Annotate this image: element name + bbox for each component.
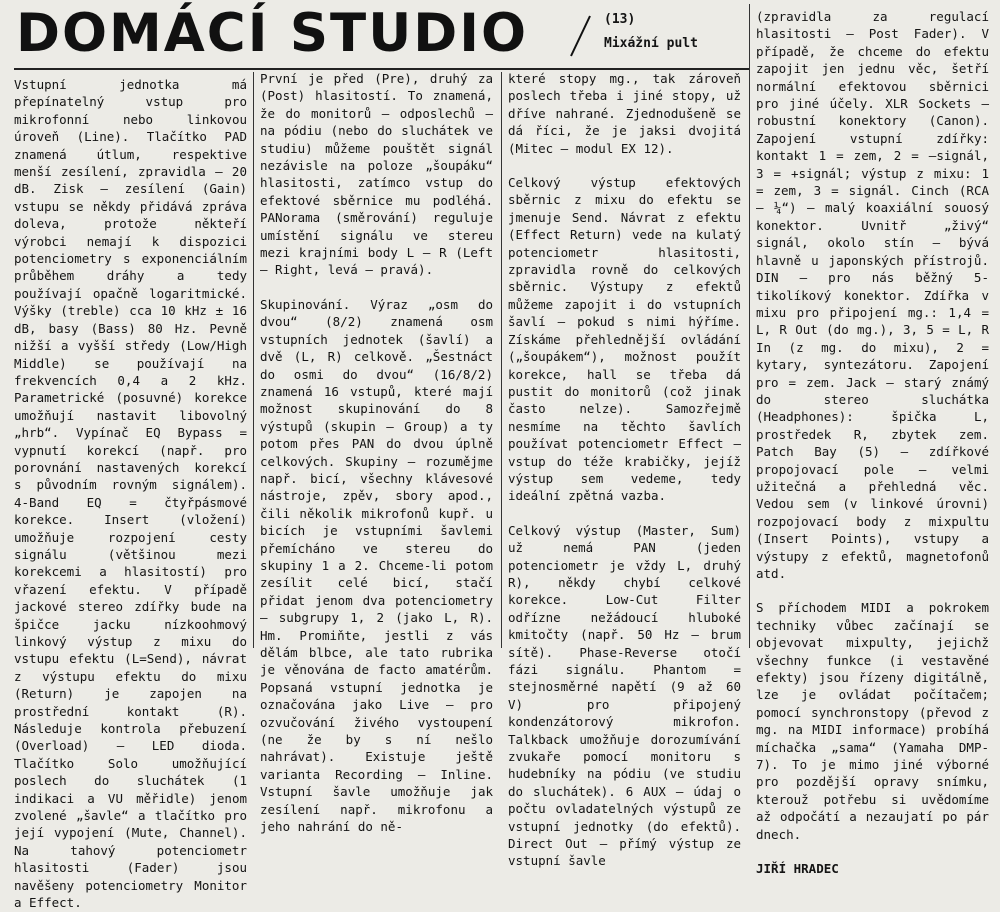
text-column-2 [260, 70, 493, 835]
paragraph: První je před (Pre), druhý za (Post) hlasitostí. To znamená, že do monitorů — odposlechů — na pódiu (nebo do sluchátek ve studiu) můžeme pouštět signál nezávisle na poloze „šoupáku“ hlasitosti, zatímco vstup do efektové sběrnice mu podléhá. PANorama (směrování) reguluje umístění signálu ve stereu mezi krajními body L — R (Left — Right, levá — pravá). [260, 71, 493, 278]
text-column-4 [756, 8, 989, 877]
paragraph: Celkový výstup (Master, Sum) už nemá PAN (jeden potenciometr je vždy L, druhý R), někdy chybí celkové korekce. Low-Cut Filter odřízne nežádoucí hluboké kmitočty (např. 50 Hz — brum sítě). Phase-Reverse otočí fázi signálu. Phantom = stejnosměrné napětí (9 až 60 V) pro připojený kondenzátorový mikrofon. Talkback umožňuje dorozumívání zvukaře pomocí monitoru s hudebníky na pódiu (ve studiu do sluchátek). 6 AUX — údaj o počtu ovladatelných výstupů ze vstupní jednotky (do efektů). Direct Out — přímý výstup ze vstupní šavle [508, 522, 741, 869]
column-divider [749, 4, 750, 648]
article-title: DOMÁCÍ STUDIO [16, 3, 529, 64]
paragraph: (zpravidla za regulací hlasitosti — Post Fader). V případě, že chceme do efektu zapojit jen jednu věc, šetří normální efektovou sběrnici pro jiné účely. XLR Sockets — robustní konektory (Canon). Zapojení vstupní zdířky: kontakt 1 = zem, 2 = —signál, 3 = +signál; výstup z mixu: 1 = zem, 3 = signál. Cinch (RCA — ¼“) — malý koaxiální souosý konektor. Uvnitř „živý“ signál, okolo stín — bývá hlavně u japonských přístrojů. DIN — pro nás běžný 5-tikolíkový konektor. Zdířka v mixu pro připojení mg.: 1,4 = L, R Out (do mg.), 3, 5 = L, R In (z mg. do mixu), 2 = kytary, syntezátoru. Zapojení pro = zem. Jack — starý známý do stereo sluchátka (Headphones): špička L, prostředek R, zbytek zem. Patch Bay (5) — zdířkové propojovací pole — velmi užitečná a přehledná věc. Vedou sem (v linkové úrovni) rozpojovací body z mixpultu (Insert Points), vstupy a výstupy z efektů, magnetofonů atd. [756, 9, 989, 581]
article-subtitle: Mixážní pult [604, 36, 698, 51]
paragraph: které stopy mg., tak zároveň poslech třeba i jiné stopy, už dříve nahrané. Zjednodušeně se dá říci, že je jaksi dvojitá (Mitec — modul EX 12). [508, 71, 741, 156]
paragraph: Skupinování. Výraz „osm do dvou“ (8/2) znamená osm vstupních jednotek (šavlí) a dvě (L, R) celkově. „Šestnáct do osmi do dvou“ (16/8/2) znamená 16 vstupů, které mají možnost skupinování do 8 výstupů (skupin — Group) a ty potom přes PAN do dvou úplně celkových. Skupiny — rozumějme např. bicí, všechny klávesové nástroje, zpěv, sbory apod., čili několik mikrofonů kupř. u bicích je vstupními šavlemi přemícháno ve stereu do skupiny 1 a 2. Chceme-li potom zesílit celé bicí, stačí přidat jenom dva potenciometry — subgrupy 1, 2 (jako L, R). Hm. Promiňte, jestli z vás dělám blbce, ale tato rubrika je věnována de facto amatérům. Popsaná vstupní jednotka je označována jako Live — pro ozvučování živého vystoupení (ne že by s ní nešlo nahrávat). Existuje ještě varianta Recording — Inline. Vstupní šavle umožňuje jak zesílení např. mikrofonu a jeho nahrání do ně- [260, 296, 493, 835]
series-part-number: (13) [604, 12, 636, 27]
paragraph: Vstupní jednotka má přepínatelný vstup pro mikrofonní nebo linkovou úroveň (Line). Tlačítko PAD znamená útlum, respektive menší zesílení, zpravidla — 20 dB. Zisk — zesílení (Gain) vstupu se někdy přidává zpráva doleva, protože někteří výrobci nemají k dispozici potenciometry s exponenciálním průběhem dráhy a tedy používají opačně logaritmické. Výšky (treble) cca 10 kHz ± 16 dB, basy (Bass) 80 Hz. Pevně nižší a vyšší středy (Low/High Middle) se používají na frekvencích 0,4 a 2 kHz. Parametrické (posuvné) korekce umožňují nastavit libovolný „hrb“. Vypínač EQ Bypass = vypnutí korekcí (např. pro porovnání nastavených korekcí s původním rovným signálem). 4-Band EQ = čtyřpásmové korekce. Insert (vložení) umožňuje rozpojení cesty signálu (většinou mezi korekcemi a hlasitostí) pro vřazení efektu. V případě jackové stereo zdířky bude na špičce jacku nízkoohmový linkový výstup z mixu do vstupu efektu (L=Send), návrat z výstupu efektu do mixu (Return) je zapojen na prostřední kontakt (R). Následuje kontrola přebuzení (Overload) — LED dioda. Tlačítko Solo umožňující poslech do sluchátek (1 indikaci a VU měřidle) jenom zvolené „šavle“ a tlačítko pro její vypojení (Mute, Channel). Na tahový potenciometr hlasitosti (Fader) jsou navěšeny potenciometry Monitor a Effect. [14, 77, 247, 911]
author-byline: JIŘÍ HRADEC [756, 861, 839, 877]
paragraph: Celkový výstup efektových sběrnic z mixu do efektu se jmenuje Send. Návrat z efektu (Effect Return) vede na kulatý potenciometr hlasitosti, zpravidla rovně do celkových sběrnic. Výstupy z efektů můžeme zapojit i do vstupních šavlí — pokud s nimi hýříme. Získáme přehlednější ovládání („šoupákem“), možnost použít korekce, hall se třeba dá pustit do monitorů (což jinak často nelze). Samozřejmě nesmíme na těchto šavlích používat potenciometr Effect — vstup do téže krabičky, jejíž výstup sem vedeme, tedy ideální zpětná vazba. [508, 175, 741, 504]
text-column-1 [14, 76, 247, 911]
column-divider [501, 72, 502, 648]
text-column-3 [508, 70, 741, 869]
column-divider [253, 72, 254, 648]
title-slash-mark [568, 14, 592, 58]
paragraph: S příchodem MIDI a pokrokem techniky vůbec začínají se objevovat mixpulty, jejichž všechny funkce (i vestavěné efekty) jsou řízeny digitálně, lze je ovládat počítačem; pomocí synchronstopy (převod z mg. na MIDI informace) probíhá míchačka „sama“ (Yamaha DMP-7). To je mimo jiné výborné pro pozdější opravy snímku, kterouž potřebu si uvědomíme až odpočátí a nezaujatí po pár dnech. [756, 600, 989, 842]
